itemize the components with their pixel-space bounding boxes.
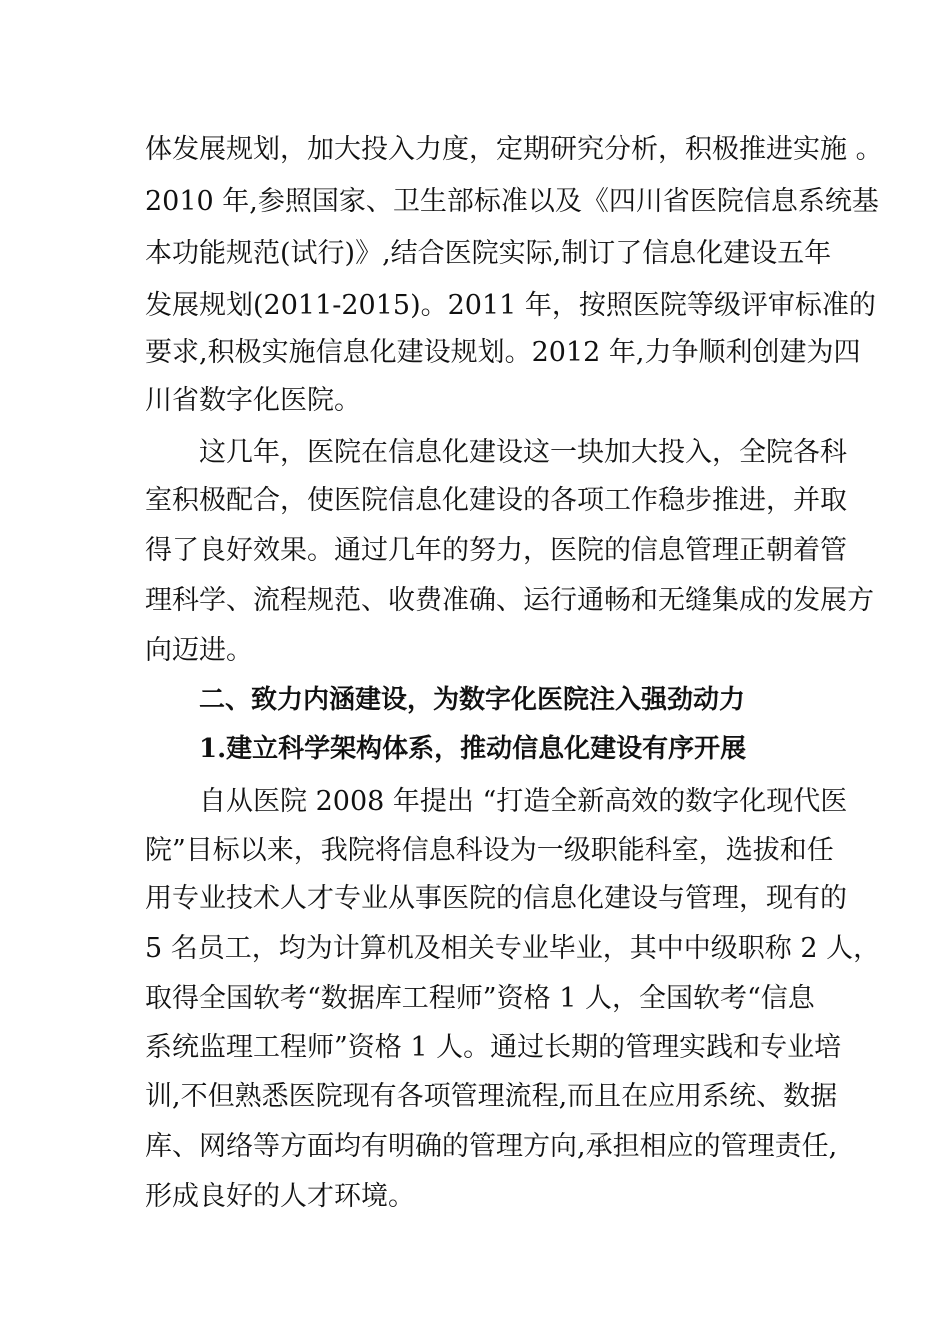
text-line: 用专业技术人才专业从事医院的信息化建设与管理，现有的 <box>145 883 847 914</box>
text-line: 5 名员工，均为计算机及相关专业毕业，其中中级职称 2 人， <box>145 933 881 964</box>
text-line: 系统监理工程师”资格 1 人。通过长期的管理实践和专业培 <box>145 1032 842 1063</box>
text-line: 训,不但熟悉医院现有各项管理流程,而且在应用系统、数据 <box>145 1081 838 1112</box>
paragraph-first-line: 这几年，医院在信息化建设这一块加大投入，全院各科 <box>199 437 847 468</box>
text-line: 库、网络等方面均有明确的管理方向,承担相应的管理责任, <box>145 1131 838 1162</box>
text-line: 得了良好效果。通过几年的努力，医院的信息管理正朝着管 <box>145 535 847 566</box>
text-line: 2010 年,参照国家、卫生部标准以及《四川省医院信息系统基 <box>145 186 879 217</box>
paragraph-first-line: 自从医院 2008 年提出 “打造全新高效的数字化现代医 <box>199 786 848 817</box>
text-line: 向迈进。 <box>145 635 253 666</box>
text-line: 室积极配合，使医院信息化建设的各项工作稳步推进，并取 <box>145 485 847 516</box>
text-line: 要求,积极实施信息化建设规划。2012 年,力争顺利创建为四 <box>145 337 861 368</box>
text-line: 川省数字化医院。 <box>145 385 361 416</box>
text-line: 院”目标以来，我院将信息科设为一级职能科室，选拔和任 <box>145 835 834 866</box>
text-line: 本功能规范(试行)》,结合医院实际,制订了信息化建设五年 <box>145 238 832 269</box>
text-line: 体发展规划，加大投入力度，定期研究分析，积极推进实施 。 <box>145 134 883 165</box>
text-line: 理科学、流程规范、收费准确、运行通畅和无缝集成的发展方 <box>145 585 874 616</box>
section-heading: 二、致力内涵建设，为数字化医院注入强劲动力 <box>199 685 746 715</box>
text-line: 取得全国软考“数据库工程师”资格 1 人，全国软考“信息 <box>145 983 815 1014</box>
text-line: 发展规划(2011-2015)。2011 年，按照医院等级评审标准的 <box>145 290 876 321</box>
text-line: 形成良好的人才环境。 <box>145 1181 415 1212</box>
subsection-heading: 1.建立科学架构体系，推动信息化建设有序开展 <box>199 734 747 764</box>
